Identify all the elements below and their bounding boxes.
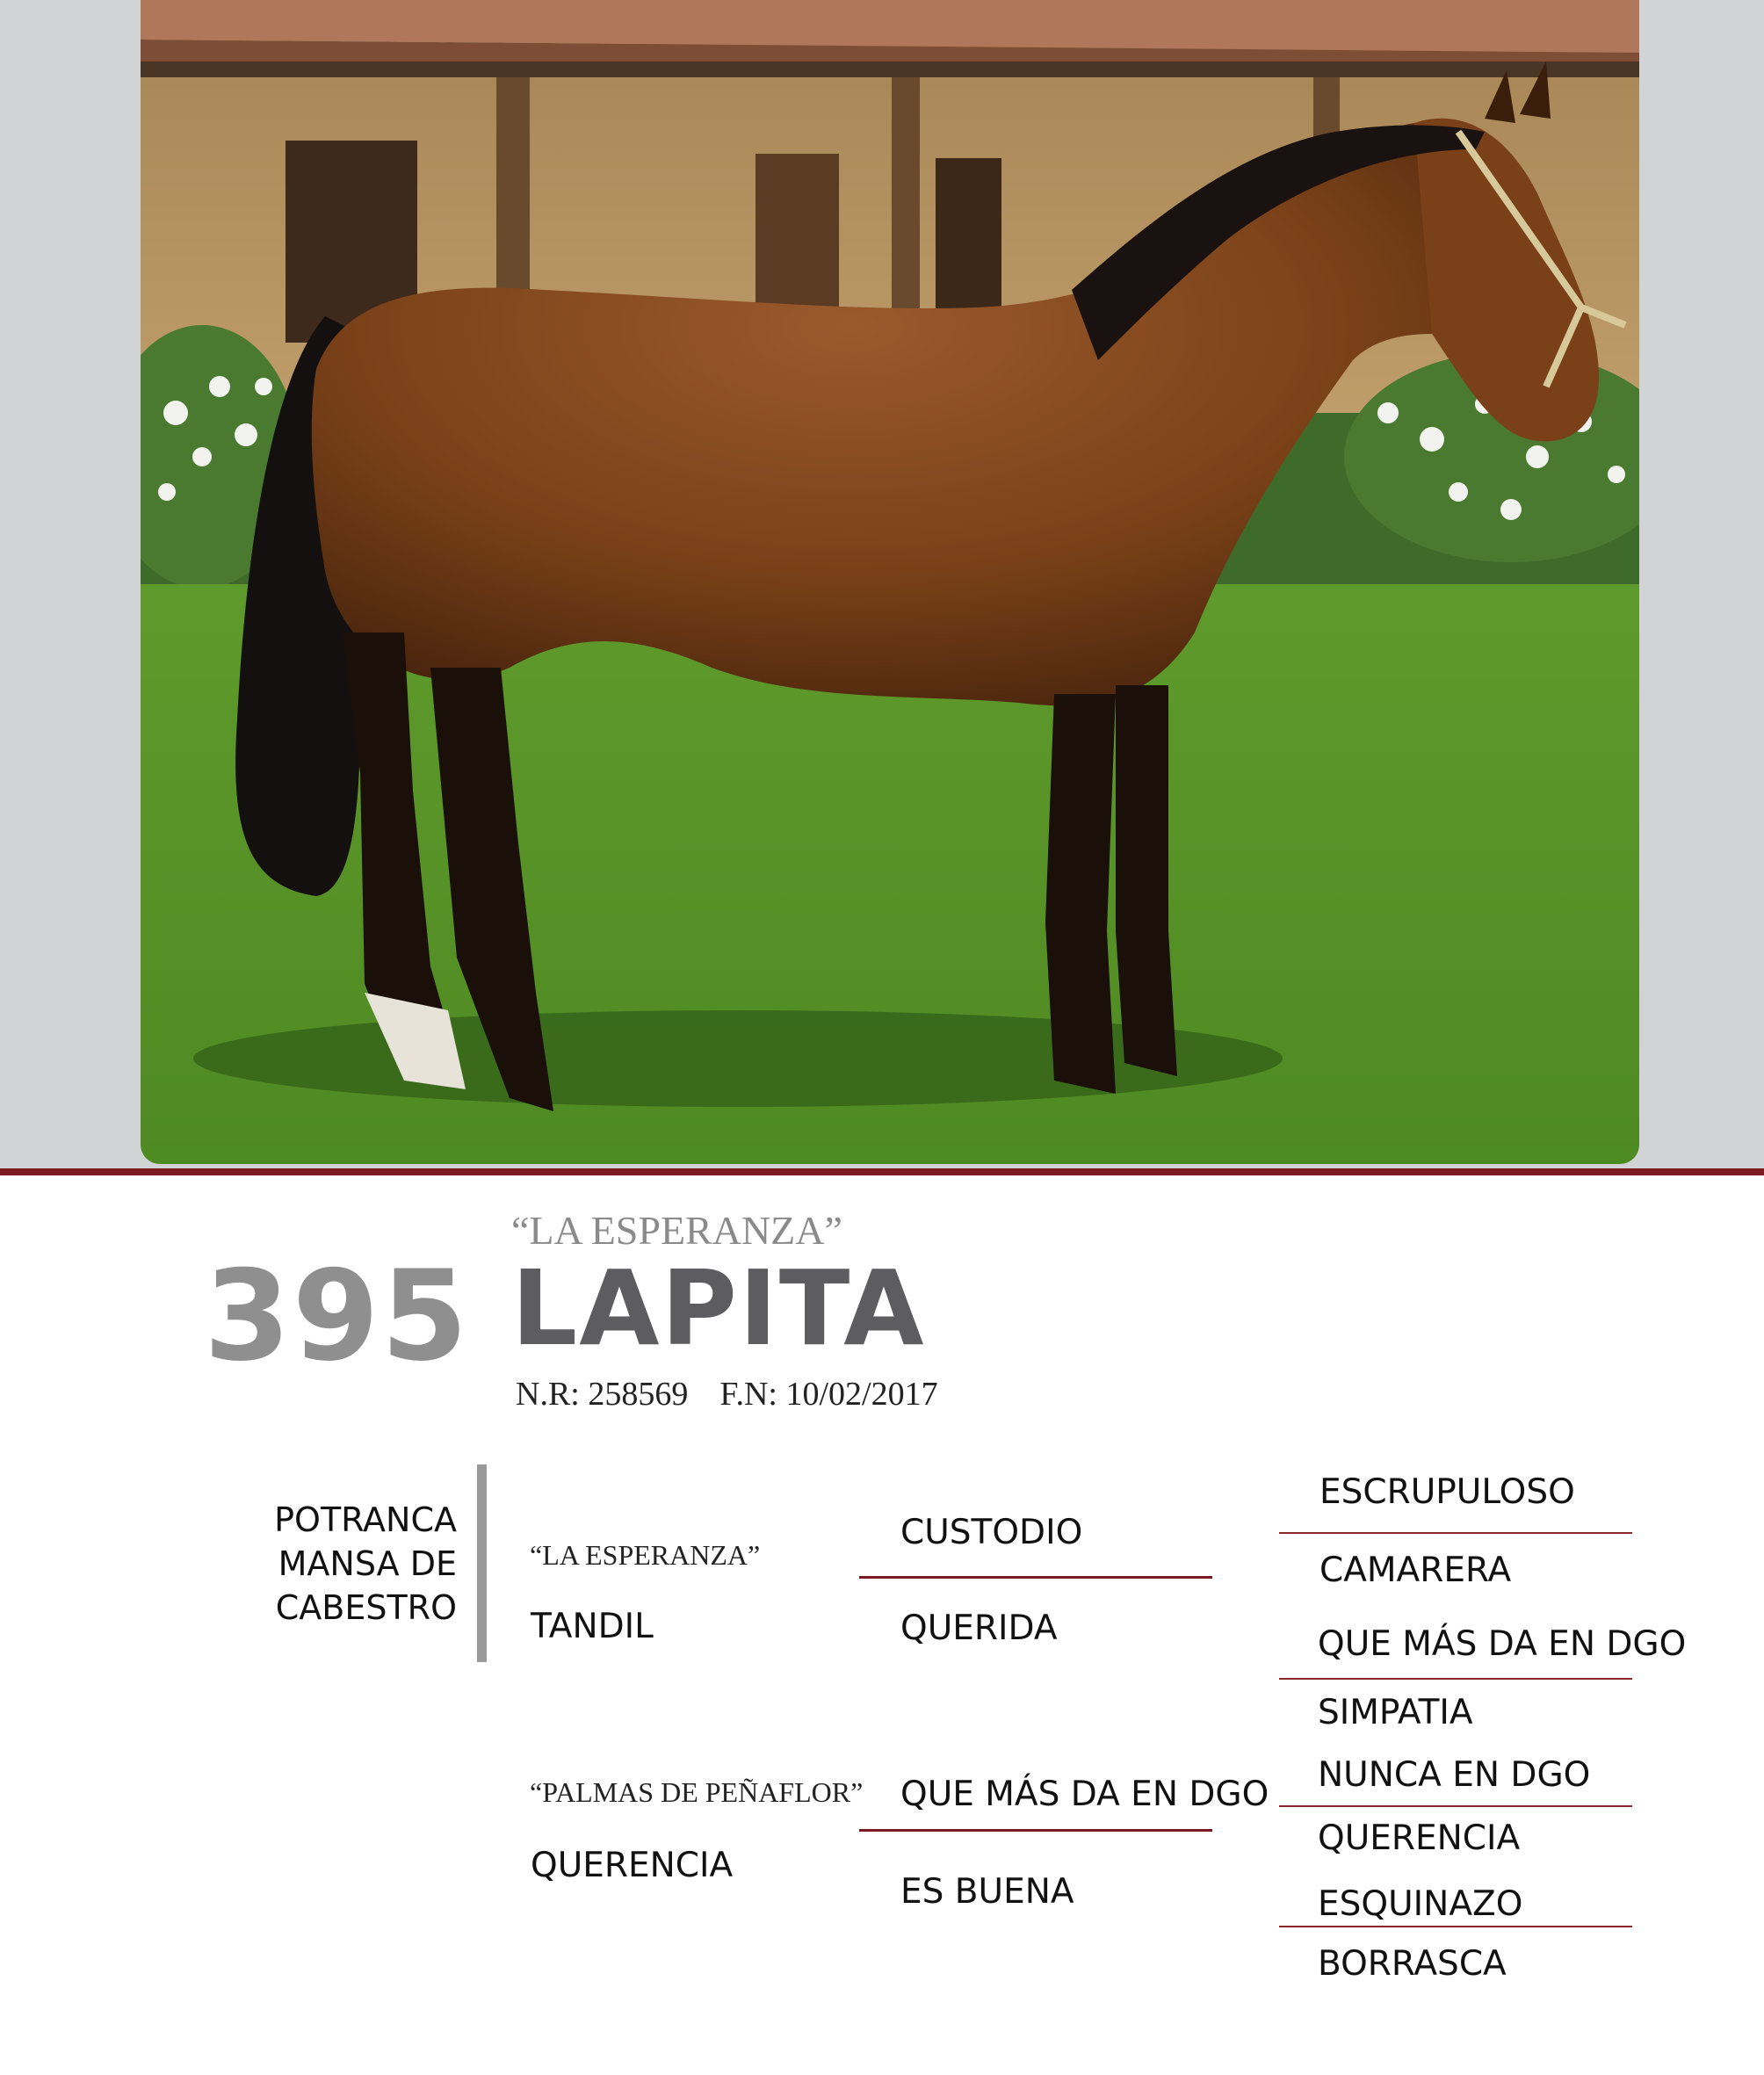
- sire-name: TANDIL: [531, 1607, 654, 1646]
- sire-breeder: “LA ESPERANZA”: [530, 1539, 761, 1571]
- great-grandparent: QUERENCIA: [1318, 1818, 1521, 1858]
- registration-line: [516, 1375, 970, 1413]
- description-divider: [477, 1464, 487, 1662]
- great-grandparent: NUNCA EN DGO: [1318, 1755, 1591, 1795]
- great-grandparent: QUE MÁS DA EN DGO: [1318, 1624, 1687, 1664]
- dam-dam: ES BUENA: [900, 1872, 1074, 1912]
- dam-sire: QUE MÁS DA EN DGO: [900, 1775, 1269, 1814]
- horse-photo: [141, 0, 1639, 1164]
- horse-description: [211, 1498, 457, 1630]
- pedigree-divider: [1279, 1678, 1632, 1680]
- sire-sire: CUSTODIO: [900, 1513, 1083, 1552]
- description-line: CABESTRO: [275, 1588, 457, 1627]
- pedigree-divider: [1279, 1926, 1632, 1927]
- birth-date: F.N: 10/02/2017: [719, 1376, 938, 1413]
- breeder-name: “LA ESPERANZA”: [511, 1208, 842, 1253]
- description-line: POTRANCA: [274, 1500, 457, 1539]
- lot-number: 395: [204, 1244, 470, 1389]
- description-line: MANSA DE: [278, 1544, 457, 1583]
- dam-name: QUERENCIA: [531, 1846, 734, 1885]
- pedigree-divider: [859, 1576, 1212, 1579]
- great-grandparent: CAMARERA: [1319, 1551, 1512, 1590]
- pedigree-divider: [1279, 1532, 1632, 1534]
- great-grandparent: ESCRUPULOSO: [1319, 1472, 1575, 1512]
- registration-number: N.R: 258569: [516, 1376, 689, 1413]
- great-grandparent: SIMPATIA: [1318, 1693, 1473, 1732]
- header-divider: [0, 1168, 1764, 1175]
- dam-breeder: “PALMAS DE PEÑAFLOR”: [530, 1776, 864, 1808]
- great-grandparent: BORRASCA: [1318, 1944, 1507, 1984]
- horse-name: LAPITA: [511, 1247, 926, 1369]
- great-grandparent: ESQUINAZO: [1318, 1884, 1523, 1924]
- pedigree-divider: [859, 1829, 1212, 1832]
- pedigree-divider: [1279, 1805, 1632, 1807]
- sire-dam: QUERIDA: [900, 1609, 1058, 1648]
